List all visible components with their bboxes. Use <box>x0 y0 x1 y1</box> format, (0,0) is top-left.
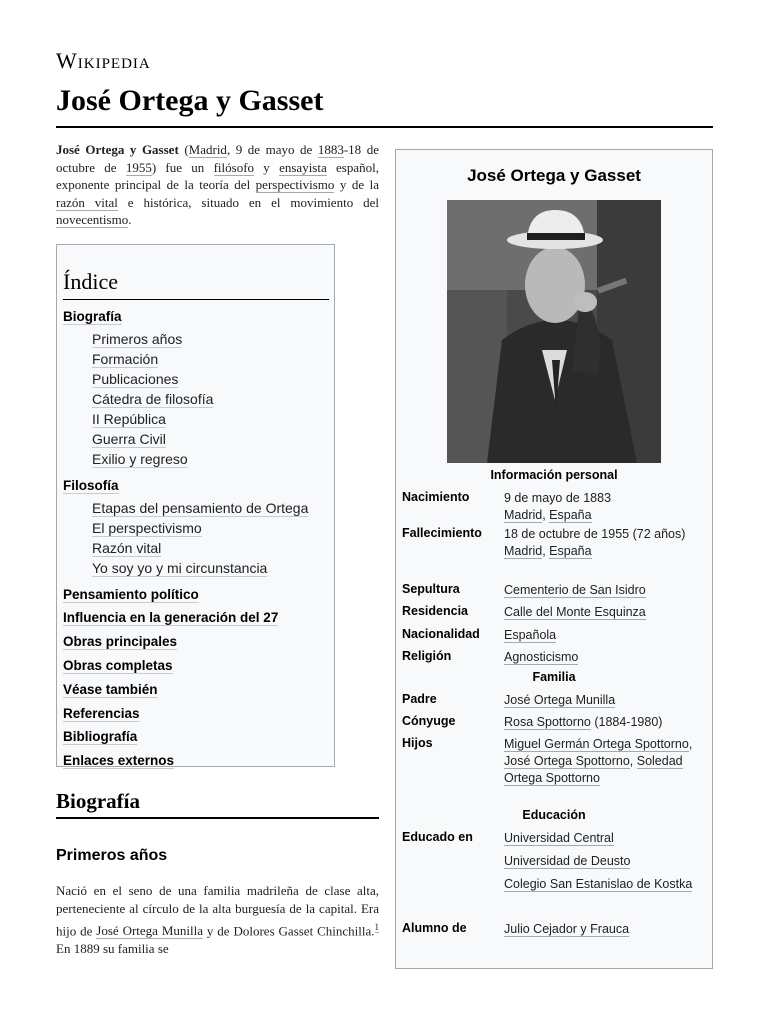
label-hijos: Hijos <box>402 736 433 750</box>
link-padre[interactable]: José Ortega Munilla <box>96 923 204 939</box>
paragraph-text: Nació en el seno de una familia madrileña de clase alta, perteneciente al círculo de la alta burguesía de la capital. Era hijo de <box>56 883 379 939</box>
link-novecentismo[interactable]: novecentismo <box>56 212 129 227</box>
link-hijo-2[interactable]: José Ortega Spottorno <box>504 754 630 768</box>
link-edu-3[interactable]: Colegio San Estanislao de Kostka <box>504 877 693 891</box>
toc-subsection-label[interactable]: Formación <box>92 350 159 367</box>
toc-section-item[interactable] <box>63 583 331 607</box>
toc-subsection-item[interactable] <box>63 429 331 449</box>
intro-text: -18 de octubre de <box>56 142 379 175</box>
infobox-section-familia: Familia <box>532 670 576 684</box>
toc-divider <box>63 299 329 300</box>
intro-text: español, exponente principal de la teoría del <box>56 159 379 192</box>
conyuge-years: (1884-1980) <box>590 715 663 729</box>
intro-text: , 9 de mayo de <box>226 142 318 157</box>
intro-text: y <box>254 159 280 175</box>
subsection-heading-primeros-anos: Primeros años <box>56 847 168 864</box>
link-1883[interactable]: 1883 <box>317 142 344 157</box>
label-padre: Padre <box>402 692 437 706</box>
page-title: José Ortega y Gasset <box>56 84 324 117</box>
value-educado <box>504 830 706 893</box>
toc-subsection-item[interactable] <box>63 349 331 369</box>
value-hijos: Miguel Germán Ortega Spottorno, José Ortega Spottorno, Soledad Ortega Spottorno <box>504 737 693 785</box>
toc-subsection-label[interactable]: Exilio y regreso <box>92 450 188 467</box>
toc-subsection-label[interactable]: II República <box>92 410 166 427</box>
intro-subject-name: José Ortega y Gasset <box>56 142 179 157</box>
toc-subsection-label[interactable]: Publicaciones <box>92 370 179 387</box>
link-fallecimiento-country[interactable]: España <box>549 544 592 558</box>
toc-subsection-item[interactable] <box>63 389 331 409</box>
label-educado: Educado en <box>402 830 473 844</box>
toc-subsection-item[interactable] <box>63 498 331 518</box>
link-nacimiento-city[interactable]: Madrid <box>504 508 543 522</box>
toc-section-item[interactable] <box>63 305 331 329</box>
link-edu-2[interactable]: Universidad de Deusto <box>504 854 631 868</box>
toc-subsection-item[interactable] <box>63 538 331 558</box>
toc-subsection-item[interactable] <box>63 409 331 429</box>
toc-subsection-label[interactable]: Razón vital <box>92 539 162 556</box>
label-nacimiento: Nacimiento <box>402 490 470 504</box>
paragraph-text: y de Dolores Gasset Chinchilla. <box>203 923 375 939</box>
link-conyuge[interactable]: Rosa Spottorno <box>504 715 591 729</box>
infobox-section-educacion: Educación <box>522 808 586 822</box>
infobox-title: José Ortega y Gasset <box>467 166 641 185</box>
infobox-section-personal: Información personal <box>490 468 618 482</box>
nacimiento-date: 9 de mayo de 1883 <box>504 491 612 505</box>
reference-link[interactable]: 1 <box>374 922 379 932</box>
link-nacimiento-country[interactable]: España <box>549 508 592 522</box>
toc-subsection-label[interactable]: Guerra Civil <box>92 430 166 447</box>
link-hijo-1[interactable]: Miguel Germán Ortega Spottorno <box>504 737 689 751</box>
link-1955[interactable]: 1955 <box>125 159 152 175</box>
toc-section-item[interactable] <box>63 702 331 726</box>
intro-text: y de la <box>334 177 379 192</box>
toc-list <box>63 305 331 773</box>
intro-text: e histórica, situado en el movimiento del <box>117 194 379 210</box>
link-razon-vital[interactable]: razón vital <box>56 194 118 210</box>
link-edu-1[interactable]: Universidad Central <box>504 831 614 845</box>
link-fallecimiento-city[interactable]: Madrid <box>504 544 543 558</box>
toc-section-label[interactable]: Pensamiento político <box>63 586 199 602</box>
section-divider <box>56 817 379 819</box>
label-sepultura: Sepultura <box>402 582 460 596</box>
toc-section-item[interactable] <box>63 654 331 678</box>
label-alumno: Alumno de <box>402 921 467 935</box>
label-nacionalidad: Nacionalidad <box>402 627 480 641</box>
toc-section-item[interactable] <box>63 749 331 773</box>
intro-text: ) fue un <box>151 159 214 175</box>
toc-section-label[interactable]: Filosofía <box>63 477 119 493</box>
wikipedia-logo[interactable]: Wikipedia <box>56 48 151 73</box>
toc-subsection-label[interactable]: Primeros años <box>92 330 183 347</box>
toc-title: Índice <box>63 269 118 294</box>
label-fallecimiento: Fallecimiento <box>402 526 482 540</box>
value-nacimiento: 9 de mayo de 1883 Madrid, España <box>504 491 612 522</box>
toc-subsection-label[interactable]: Yo soy yo y mi circunstancia <box>92 559 268 576</box>
toc-section-label[interactable]: Bibliografía <box>63 729 138 745</box>
toc-section-label[interactable]: Obras completas <box>63 657 173 673</box>
label-conyuge: Cónyuge <box>402 714 456 728</box>
intro-paragraph <box>56 141 379 229</box>
infobox <box>395 149 713 969</box>
link-residencia[interactable]: Calle del Monte Esquinza <box>504 605 646 619</box>
toc-section-item[interactable] <box>63 630 331 654</box>
toc-section-item[interactable] <box>63 678 331 702</box>
toc-section-label[interactable]: Biografía <box>63 309 122 324</box>
label-religion: Religión <box>402 649 452 663</box>
toc-section-label[interactable]: Véase también <box>63 681 158 697</box>
toc-section-item[interactable] <box>63 725 331 749</box>
toc-subsection-item[interactable] <box>63 449 331 469</box>
toc-section-label[interactable]: Obras principales <box>63 634 178 650</box>
toc-section-label[interactable]: Influencia en la generación del 27 <box>63 610 279 626</box>
toc-subsection-item[interactable] <box>63 369 331 389</box>
toc-section-label[interactable]: Enlaces externos <box>63 753 175 769</box>
fallecimiento-date: 18 de octubre de 1955 (72 años) <box>504 527 686 541</box>
link-perspectivismo[interactable]: perspectivismo <box>255 177 335 192</box>
toc-subsection-label[interactable]: El perspectivismo <box>92 519 202 536</box>
link-sepultura[interactable]: Cementerio de San Isidro <box>504 583 646 597</box>
link-padre-infobox[interactable]: José Ortega Munilla <box>504 693 616 707</box>
toc-subsection-label[interactable]: Cátedra de filosofía <box>92 390 214 407</box>
link-nacionalidad[interactable]: Española <box>504 628 557 642</box>
toc-subsection-label[interactable]: Etapas del pensamiento de Ortega <box>92 499 309 516</box>
intro-text: . <box>128 212 132 227</box>
link-religion[interactable]: Agnosticismo <box>504 650 579 664</box>
toc-section-item[interactable] <box>63 474 331 498</box>
portrait-image <box>447 200 661 463</box>
biografia-paragraph <box>56 882 379 958</box>
link-madrid[interactable]: Madrid <box>188 142 227 157</box>
link-filosofo[interactable]: filósofo <box>213 159 255 175</box>
intro-text: ( <box>178 142 189 157</box>
portrait-photo[interactable] <box>447 200 661 463</box>
toc-subsection-item[interactable] <box>63 329 331 349</box>
section-heading-biografia: Biografía <box>56 789 140 813</box>
toc-section-item[interactable] <box>63 606 331 630</box>
title-divider <box>56 126 713 128</box>
table-of-contents <box>56 244 335 767</box>
toc-section-label[interactable]: Referencias <box>63 705 140 721</box>
toc-subsection-item[interactable] <box>63 518 331 538</box>
link-alumno[interactable]: Julio Cejador y Frauca <box>504 922 630 936</box>
link-ensayista[interactable]: ensayista <box>279 159 327 175</box>
toc-subsection-item[interactable] <box>63 558 331 578</box>
value-fallecimiento: 18 de octubre de 1955 (72 años) Madrid, España <box>504 527 686 558</box>
label-residencia: Residencia <box>402 604 469 618</box>
link-hijo-3[interactable]: Soledad Ortega Spottorno <box>504 754 683 785</box>
paragraph-text: En 1889 su familia se <box>56 941 169 957</box>
